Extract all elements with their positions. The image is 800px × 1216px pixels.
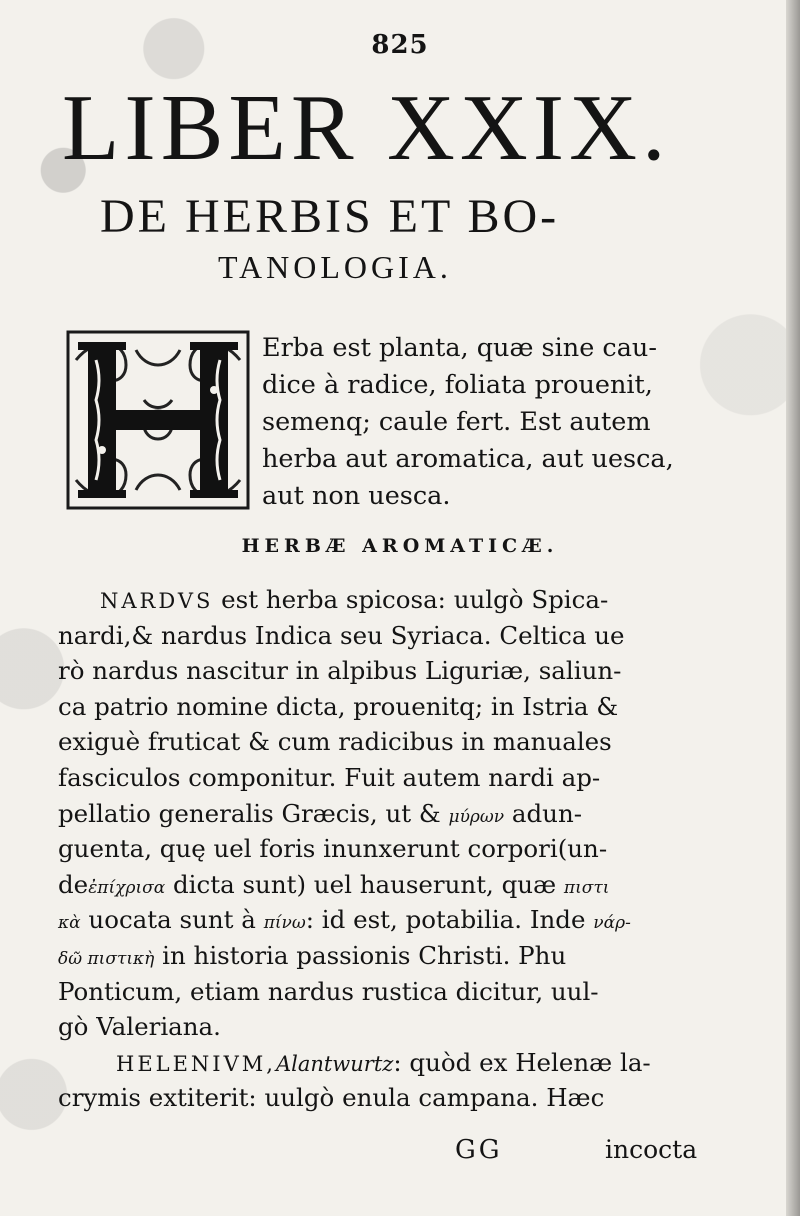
ornamental-initial-h xyxy=(66,330,250,510)
body-line xyxy=(58,902,720,938)
body-text: in historia passionis Christi. Phu xyxy=(154,940,567,970)
catchword: incocta xyxy=(605,1135,698,1164)
intro-line: aut non uesca. xyxy=(262,481,451,511)
body-line xyxy=(58,938,720,974)
body-text: adun- xyxy=(504,798,583,828)
intro-line: herba aut aromatica, aut uesca, xyxy=(262,444,674,474)
body-line: fasciculos componitur. Fuit autem nardi ap- xyxy=(58,762,601,792)
chapter-subtitle-line1: DE HERBIS ET BO- xyxy=(100,190,560,243)
german-name: Alantwurtz xyxy=(275,1051,394,1076)
body-text: : quòd ex Helenæ la- xyxy=(393,1047,651,1077)
body-text: uocata sunt à xyxy=(80,905,256,935)
body-text: de xyxy=(58,869,89,899)
body-line: rò nardus nascitur in alpibus Liguriæ, saliun- xyxy=(58,656,622,686)
body-line: exiguè fruticat & cum radicibus in manuales xyxy=(58,727,612,757)
greek-word: πιστι xyxy=(563,877,610,898)
body-text: dicta sunt) uel hauserunt, quæ xyxy=(165,869,557,899)
greek-word: μύρων xyxy=(448,806,505,827)
body-line xyxy=(116,1045,720,1081)
greek-word: πίνω xyxy=(263,913,306,934)
body-line: ca patrio nomine dicta, prouenitq; in Istria & xyxy=(58,691,619,721)
body-line: Ponticum, etiam nardus rustica dicitur, uul- xyxy=(58,976,599,1006)
intro-line: Erba est planta, quæ sine cau- xyxy=(262,333,657,363)
greek-word: δῶ πιστικὴ xyxy=(58,948,155,969)
helenium-label: HELENIVM, xyxy=(116,1051,276,1076)
greek-word: ἐπίχρισα xyxy=(88,877,166,898)
intro-line: dice à radice, foliata prouenit, xyxy=(262,370,653,400)
body-text: : id est, potabilia. Inde xyxy=(305,905,586,935)
body-line: guenta, quę uel foris inunxerunt corpori(un- xyxy=(58,834,608,864)
body-text: est herba spicosa: uulgò Spica- xyxy=(213,585,609,614)
signature-mark: GG xyxy=(455,1135,503,1165)
greek-word: νάρ- xyxy=(593,913,631,934)
body-line: gò Valeriana. xyxy=(58,1012,221,1042)
intro-line: semenq; caule fert. Est autem xyxy=(262,407,651,437)
greek-word: κὰ xyxy=(58,913,81,934)
nardus-label: NARDVS xyxy=(100,589,214,613)
section-heading: HERBÆ AROMATICÆ. xyxy=(241,535,559,557)
body-line: crymis extiterit: uulgò enula campana. Hæc xyxy=(58,1083,605,1113)
page-gutter xyxy=(786,0,800,1216)
book-title: LIBER XXIX. xyxy=(62,76,671,180)
page-number: 825 xyxy=(371,30,429,60)
body-text: pellatio generalis Græcis, ut & xyxy=(58,798,441,828)
body-line xyxy=(58,796,720,832)
body-paragraph xyxy=(58,582,720,1116)
body-line xyxy=(100,582,720,618)
body-line: nardi,& nardus Indica seu Syriaca. Celtica ue xyxy=(58,620,625,650)
intro-paragraph xyxy=(262,330,712,515)
body-line xyxy=(58,867,720,903)
chapter-subtitle-line2: TANOLOGIA. xyxy=(218,249,452,285)
